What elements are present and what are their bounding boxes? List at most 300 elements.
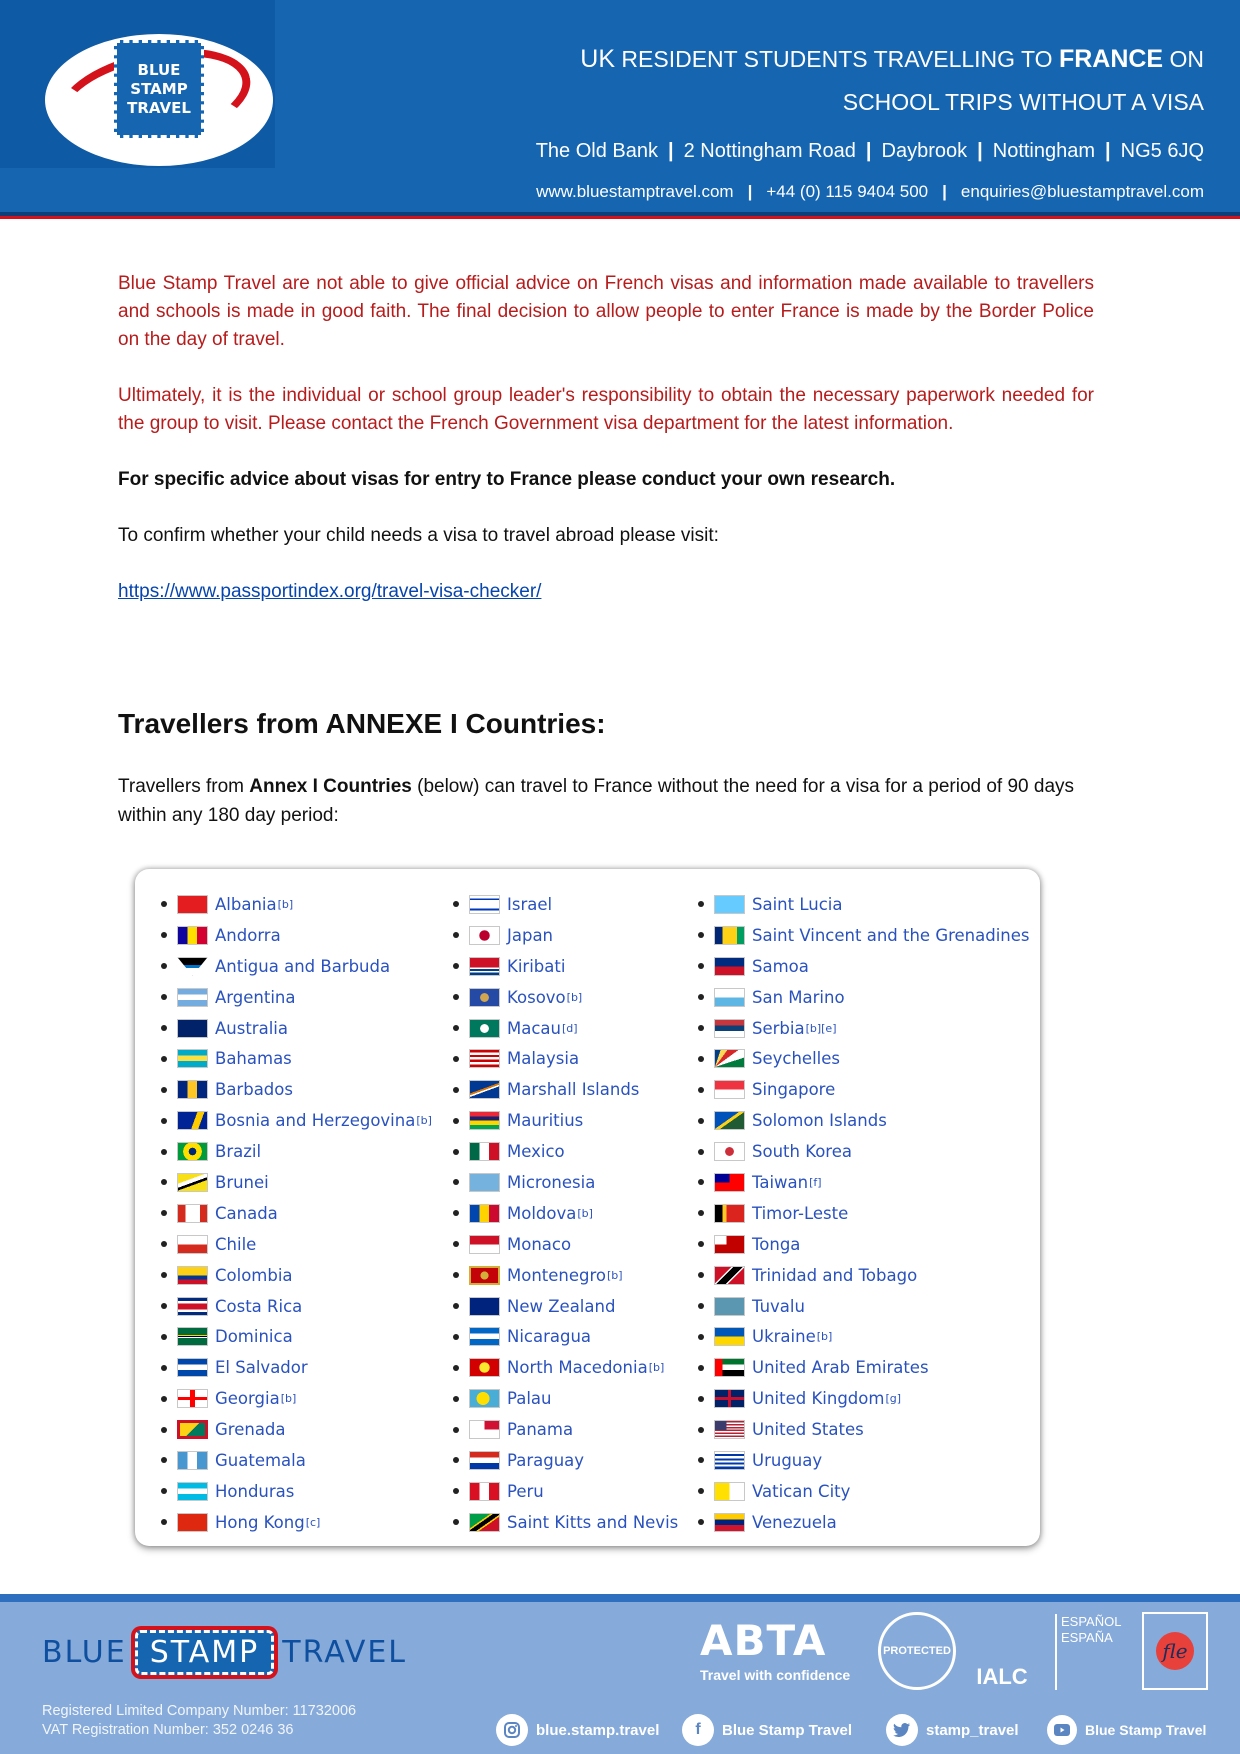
country-item xyxy=(161,1291,432,1322)
bullet-icon xyxy=(453,1241,459,1247)
country-item xyxy=(161,982,432,1013)
country-name-link[interactable]: Kosovo xyxy=(507,987,566,1007)
south-korea-flag-icon xyxy=(714,1142,745,1161)
country-name-link[interactable]: Solomon Islands xyxy=(752,1111,887,1131)
country-name-link[interactable]: Bahamas xyxy=(215,1049,292,1069)
country-name-link[interactable]: Uruguay xyxy=(752,1450,823,1470)
header-red-divider xyxy=(0,216,1240,219)
bullet-icon xyxy=(453,1303,459,1309)
brunei-flag-icon xyxy=(177,1173,208,1192)
country-name-link[interactable]: Serbia xyxy=(752,1018,805,1038)
kiribati-flag-icon xyxy=(469,957,500,976)
country-name-link[interactable]: United Kingdom xyxy=(752,1389,885,1409)
country-name-link[interactable]: Peru xyxy=(507,1481,544,1501)
country-item xyxy=(453,1167,678,1198)
brazil-flag-icon xyxy=(177,1142,208,1161)
country-name-link[interactable]: Grenada xyxy=(215,1420,286,1440)
country-item xyxy=(161,1383,432,1414)
costa-rica-flag-icon xyxy=(177,1297,208,1316)
georgia-flag-icon xyxy=(177,1389,208,1408)
uruguay-flag-icon xyxy=(714,1451,745,1470)
bullet-icon xyxy=(453,1149,459,1155)
mauritius-flag-icon xyxy=(469,1111,500,1130)
bullet-icon xyxy=(161,1519,167,1525)
country-item xyxy=(453,1321,678,1352)
address-line xyxy=(536,140,1204,163)
bullet-icon xyxy=(698,1396,704,1402)
bullet-icon xyxy=(453,1087,459,1093)
country-name-link[interactable]: Brunei xyxy=(215,1172,269,1192)
dominica-flag-icon xyxy=(177,1327,208,1346)
bullet-icon xyxy=(453,1365,459,1371)
bosnia-flag-icon xyxy=(177,1111,208,1130)
panama-flag-icon xyxy=(469,1420,500,1439)
intro-text-a: Travellers from xyxy=(118,776,250,797)
country-name-link[interactable]: Malaysia xyxy=(507,1049,580,1069)
country-name-link[interactable]: Singapore xyxy=(752,1080,836,1100)
country-item xyxy=(453,1507,678,1538)
country-item xyxy=(161,951,432,982)
country-name-link[interactable]: Bosnia and Herzegovina xyxy=(215,1111,416,1131)
country-item xyxy=(161,920,432,951)
country-item xyxy=(698,1074,1030,1105)
bullet-icon xyxy=(453,1272,459,1278)
country-name-link[interactable]: New Zealand xyxy=(507,1296,616,1316)
country-name-link[interactable]: Andorra xyxy=(215,925,281,945)
country-item xyxy=(698,1445,1030,1476)
footnote-link[interactable]: [g] xyxy=(885,1392,902,1406)
country-name-link[interactable]: Moldova xyxy=(507,1203,577,1223)
country-item xyxy=(453,1043,678,1074)
bullet-icon xyxy=(453,1457,459,1463)
logo-panel xyxy=(0,0,275,168)
email-link[interactable]: enquiries@bluestamptravel.com xyxy=(960,182,1204,201)
marshall-islands-flag-icon xyxy=(469,1080,500,1099)
facebook-link[interactable] xyxy=(682,1714,852,1746)
country-name-link[interactable]: Palau xyxy=(507,1389,552,1409)
footnote-link[interactable]: [b] xyxy=(277,897,294,911)
country-name-link[interactable]: Argentina xyxy=(215,987,296,1007)
logo-word-1: BLUE xyxy=(137,60,181,79)
bullet-icon xyxy=(453,1334,459,1340)
country-item xyxy=(698,1167,1030,1198)
country-name-link[interactable]: Samoa xyxy=(752,956,809,976)
bullet-icon xyxy=(698,1519,704,1525)
country-name-link[interactable]: Canada xyxy=(215,1203,278,1223)
country-item xyxy=(698,1260,1030,1291)
country-item xyxy=(453,1414,678,1445)
country-name-link[interactable]: Tuvalu xyxy=(752,1296,805,1316)
monaco-flag-icon xyxy=(469,1235,500,1254)
bullet-icon xyxy=(453,963,459,969)
bullet-icon xyxy=(161,1149,167,1155)
country-name-link[interactable]: Kiribati xyxy=(507,956,566,976)
country-name-link[interactable]: Barbados xyxy=(215,1080,293,1100)
country-item xyxy=(698,1229,1030,1260)
uk-flag-icon xyxy=(714,1389,745,1408)
atol-badge xyxy=(878,1612,956,1690)
youtube-icon xyxy=(1047,1715,1077,1745)
bullet-icon xyxy=(161,963,167,969)
taiwan-flag-icon xyxy=(714,1173,745,1192)
country-name-link[interactable]: Colombia xyxy=(215,1265,293,1285)
country-name-link[interactable]: Chile xyxy=(215,1234,257,1254)
bullet-icon xyxy=(698,932,704,938)
country-name-link[interactable]: Brazil xyxy=(215,1142,262,1162)
company-number: Registered Limited Company Number: 11732006 xyxy=(42,1703,357,1719)
andorra-flag-icon xyxy=(177,926,208,945)
country-item xyxy=(698,1136,1030,1167)
country-name-link[interactable]: Dominica xyxy=(215,1327,293,1347)
research-advice: For specific advice about visas for entry to France please conduct your own research. xyxy=(118,469,896,490)
annexe-intro xyxy=(118,772,1094,830)
new-zealand-flag-icon xyxy=(469,1297,500,1316)
country-name-link[interactable]: Nicaragua xyxy=(507,1327,592,1347)
uae-flag-icon xyxy=(714,1358,745,1377)
country-name-link[interactable]: Japan xyxy=(507,925,554,945)
address-building: The Old Bank xyxy=(535,140,658,162)
bullet-icon xyxy=(161,1056,167,1062)
country-name-link[interactable]: San Marino xyxy=(752,987,845,1007)
country-name-link[interactable]: Panama xyxy=(507,1420,574,1440)
footnote-link[interactable]: [b] xyxy=(577,1206,593,1220)
country-item xyxy=(453,1383,678,1414)
title-france: FRANCE xyxy=(1058,45,1164,73)
bullet-icon xyxy=(161,1241,167,1247)
country-name-link[interactable]: Israel xyxy=(507,894,553,914)
bullet-icon xyxy=(698,1365,704,1371)
country-item xyxy=(161,1414,432,1445)
logo-word-2: STAMP xyxy=(130,79,188,98)
country-item xyxy=(698,1013,1030,1044)
country-item xyxy=(453,1136,678,1167)
website-link[interactable]: www.bluestamptravel.com xyxy=(536,182,734,201)
separator: | xyxy=(1105,140,1111,162)
ialc-text: IALC xyxy=(976,1664,1028,1689)
country-item xyxy=(698,920,1030,951)
bullet-icon xyxy=(698,1149,704,1155)
footnote-link[interactable]: [c] xyxy=(305,1515,321,1529)
country-name-link[interactable]: Tonga xyxy=(752,1234,801,1254)
address-area: Daybrook xyxy=(881,140,968,162)
bullet-icon xyxy=(698,1334,704,1340)
contact-line xyxy=(536,182,1204,202)
country-item xyxy=(453,982,678,1013)
bullet-icon xyxy=(698,1179,704,1185)
youtube-channel: Blue Stamp Travel xyxy=(1085,1722,1207,1738)
footnote-link[interactable]: [b][e] xyxy=(805,1021,837,1035)
address-postcode: NG5 6JQ xyxy=(1120,140,1204,162)
footnote-link[interactable]: [b] xyxy=(280,1392,297,1406)
separator: | xyxy=(977,140,983,162)
canada-flag-icon xyxy=(177,1204,208,1223)
bullet-icon xyxy=(698,1303,704,1309)
country-column-3 xyxy=(698,889,1030,1538)
tuvalu-flag-icon xyxy=(714,1297,745,1316)
grenada-flag-icon xyxy=(177,1420,208,1439)
fle-logo: fle xyxy=(1156,1632,1194,1670)
espanol-espana-badge xyxy=(1055,1614,1129,1690)
seychelles-flag-icon xyxy=(714,1049,745,1068)
espanol-text: ESPAÑOL xyxy=(1061,1614,1122,1629)
country-item xyxy=(161,1476,432,1507)
country-name-link[interactable]: Vatican City xyxy=(752,1481,851,1501)
country-name-link[interactable]: United Arab Emirates xyxy=(752,1358,929,1378)
bullet-icon xyxy=(453,1056,459,1062)
country-name-link[interactable]: Taiwan xyxy=(752,1172,809,1192)
samoa-flag-icon xyxy=(714,957,745,976)
country-item xyxy=(698,1383,1030,1414)
country-item xyxy=(698,1105,1030,1136)
bullet-icon xyxy=(161,1272,167,1278)
footnote-link[interactable]: [b] xyxy=(416,1114,432,1128)
solomon-islands-flag-icon xyxy=(714,1111,745,1130)
bullet-icon xyxy=(698,994,704,1000)
el-salvador-flag-icon xyxy=(177,1358,208,1377)
nicaragua-flag-icon xyxy=(469,1327,500,1346)
separator: | xyxy=(667,140,674,162)
country-name-link[interactable]: Venezuela xyxy=(752,1512,837,1532)
country-name-link[interactable]: United States xyxy=(752,1420,864,1440)
page-header xyxy=(0,0,1240,212)
hong-kong-flag-icon xyxy=(177,1513,208,1532)
bullet-icon xyxy=(161,1303,167,1309)
bullet-icon xyxy=(698,901,704,907)
espana-text: ESPAÑA xyxy=(1061,1630,1113,1645)
footer-logo[interactable] xyxy=(42,1622,407,1682)
country-name-link[interactable]: Honduras xyxy=(215,1481,295,1501)
venezuela-flag-icon xyxy=(714,1513,745,1532)
country-name-link[interactable]: Monaco xyxy=(507,1234,572,1254)
footnote-link[interactable]: [d] xyxy=(562,1021,578,1035)
country-item xyxy=(161,1352,432,1383)
country-item xyxy=(453,1445,678,1476)
country-item xyxy=(453,1074,678,1105)
macau-flag-icon xyxy=(469,1019,500,1038)
japan-flag-icon xyxy=(469,926,500,945)
country-item xyxy=(453,1352,678,1383)
australia-flag-icon xyxy=(177,1019,208,1038)
country-item xyxy=(161,1105,432,1136)
bullet-icon xyxy=(161,901,167,907)
country-item xyxy=(161,1013,432,1044)
country-item xyxy=(453,1260,678,1291)
timor-leste-flag-icon xyxy=(714,1204,745,1223)
footer-logo-stamp: STAMP xyxy=(135,1630,275,1675)
country-name-link[interactable]: Montenegro xyxy=(507,1265,607,1285)
facebook-handle: Blue Stamp Travel xyxy=(722,1721,853,1739)
country-item xyxy=(698,889,1030,920)
bullet-icon xyxy=(453,1519,459,1525)
country-name-link[interactable]: Georgia xyxy=(215,1389,280,1409)
country-name-link[interactable]: Costa Rica xyxy=(215,1296,303,1316)
vat-number: VAT Registration Number: 352 0246 36 xyxy=(42,1722,294,1738)
san-marino-flag-icon xyxy=(714,988,745,1007)
country-item xyxy=(453,1013,678,1044)
country-name-link[interactable]: Mauritius xyxy=(507,1111,584,1131)
bullet-icon xyxy=(698,1241,704,1247)
bullet-icon xyxy=(161,1334,167,1340)
country-name-link[interactable]: Albania xyxy=(215,894,277,914)
chile-flag-icon xyxy=(177,1235,208,1254)
twitter-handle: stamp_travel xyxy=(926,1721,1019,1739)
instagram-link[interactable] xyxy=(496,1714,659,1746)
facebook-icon: f xyxy=(682,1714,714,1746)
country-item xyxy=(161,889,432,920)
bullet-icon xyxy=(453,1427,459,1433)
argentina-flag-icon xyxy=(177,988,208,1007)
bullet-icon xyxy=(698,963,704,969)
country-item xyxy=(453,1476,678,1507)
abta-logo: ABTA xyxy=(700,1616,827,1665)
bahamas-flag-icon xyxy=(177,1049,208,1068)
country-name-link[interactable]: Saint Lucia xyxy=(752,894,843,914)
serbia-flag-icon xyxy=(714,1019,745,1038)
disclaimer-paragraph-2: Ultimately, it is the individual or school group leader's responsibility to obtain the necessary paperwork needed for the group to visit. Please contact the French Government visa department for the latest information. xyxy=(118,385,1094,434)
registration-info xyxy=(42,1702,356,1740)
saint-vincent-flag-icon xyxy=(714,926,745,945)
colombia-flag-icon xyxy=(177,1266,208,1285)
title-line-1 xyxy=(504,38,1204,81)
micronesia-flag-icon xyxy=(469,1173,500,1192)
country-name-link[interactable]: Marshall Islands xyxy=(507,1080,640,1100)
title-mid: RESIDENT STUDENTS TRAVELLING TO xyxy=(615,46,1059,72)
bullet-icon xyxy=(698,1488,704,1494)
bullet-icon xyxy=(161,1025,167,1031)
phone-number[interactable]: +44 (0) 115 9404 500 xyxy=(766,182,929,201)
bullet-icon xyxy=(161,1087,167,1093)
country-name-link[interactable]: Ukraine xyxy=(752,1327,816,1347)
country-item xyxy=(453,1105,678,1136)
saint-kitts-flag-icon xyxy=(469,1513,500,1532)
israel-flag-icon xyxy=(469,895,500,914)
country-name-link[interactable]: Micronesia xyxy=(507,1172,596,1192)
country-item xyxy=(161,1167,432,1198)
country-item xyxy=(453,1229,678,1260)
logo-word-3: TRAVEL xyxy=(127,98,191,117)
bullet-icon xyxy=(161,994,167,1000)
twitter-icon xyxy=(886,1714,918,1746)
country-item xyxy=(453,920,678,951)
country-name-link[interactable]: Australia xyxy=(215,1018,288,1038)
intro-text-b: (below) can travel to France without the need for a visa for a period of 90 days within any 180 day period: xyxy=(118,776,1075,826)
visa-checker-link[interactable]: https://www.passportindex.org/travel-visa-checker/ xyxy=(118,581,542,602)
youtube-link[interactable] xyxy=(1047,1714,1206,1746)
country-column-2 xyxy=(453,889,678,1538)
country-item xyxy=(161,1321,432,1352)
montenegro-flag-icon xyxy=(469,1266,500,1285)
usa-flag-icon xyxy=(714,1420,745,1439)
country-name-link[interactable]: Hong Kong xyxy=(215,1512,305,1532)
page-footer xyxy=(0,1602,1240,1754)
bullet-icon xyxy=(161,932,167,938)
country-name-link[interactable]: South Korea xyxy=(752,1142,852,1162)
country-name-link[interactable]: Seychelles xyxy=(752,1049,840,1069)
blue-stamp-travel-logo[interactable] xyxy=(114,40,204,138)
country-name-link[interactable]: Saint Vincent and the Grenadines xyxy=(752,925,1030,945)
accreditation-badges xyxy=(700,1608,1220,1700)
bullet-icon xyxy=(161,1396,167,1402)
bullet-icon xyxy=(453,1118,459,1124)
country-item xyxy=(453,1198,678,1229)
peru-flag-icon xyxy=(469,1482,500,1501)
footnote-link[interactable]: [b] xyxy=(566,990,583,1004)
paraguay-flag-icon xyxy=(469,1451,500,1470)
document-title xyxy=(504,38,1204,124)
bullet-icon xyxy=(161,1488,167,1494)
bullet-icon xyxy=(161,1457,167,1463)
country-name-link[interactable]: Trinidad and Tobago xyxy=(752,1265,918,1285)
country-item xyxy=(161,1507,432,1538)
barbados-flag-icon xyxy=(177,1080,208,1099)
bullet-icon xyxy=(698,1087,704,1093)
country-item xyxy=(698,1043,1030,1074)
fle-badge xyxy=(1142,1612,1208,1690)
country-item xyxy=(161,1445,432,1476)
country-item xyxy=(698,1198,1030,1229)
bullet-icon xyxy=(698,1457,704,1463)
country-name-link[interactable]: Paraguay xyxy=(507,1450,585,1470)
bullet-icon xyxy=(453,932,459,938)
country-name-link[interactable]: El Salvador xyxy=(215,1358,308,1378)
footnote-link[interactable]: [f] xyxy=(809,1175,822,1189)
ukraine-flag-icon xyxy=(714,1327,745,1346)
twitter-link[interactable] xyxy=(886,1714,1019,1746)
ialc-badge xyxy=(968,1612,1036,1690)
north-macedonia-flag-icon xyxy=(469,1358,500,1377)
moldova-flag-icon xyxy=(469,1204,500,1223)
trinidad-flag-icon xyxy=(714,1266,745,1285)
title-on: ON xyxy=(1163,46,1204,72)
confirm-visa-text: To confirm whether your child needs a visa to travel abroad please visit: xyxy=(118,525,719,546)
country-column-1 xyxy=(161,889,432,1538)
country-item xyxy=(698,1291,1030,1322)
disclaimer-paragraph-1: Blue Stamp Travel are not able to give official advice on French visas and information made available to travellers and schools is made in good faith. The final decision to allow people to enter France is made by the Border Police on the day of travel. xyxy=(118,273,1094,350)
address-city: Nottingham xyxy=(992,140,1096,162)
footer-logo-blue: BLUE xyxy=(42,1634,127,1670)
country-item xyxy=(161,1260,432,1291)
country-item xyxy=(698,1321,1030,1352)
country-item xyxy=(698,1476,1030,1507)
palau-flag-icon xyxy=(469,1389,500,1408)
country-name-link[interactable]: Antigua and Barbuda xyxy=(215,956,391,976)
bullet-icon xyxy=(698,1210,704,1216)
country-name-link[interactable]: Guatemala xyxy=(215,1450,306,1470)
country-item xyxy=(161,1074,432,1105)
footnote-link[interactable]: [b] xyxy=(607,1268,623,1282)
bullet-icon xyxy=(698,1272,704,1278)
singapore-flag-icon xyxy=(714,1080,745,1099)
malaysia-flag-icon xyxy=(469,1049,500,1068)
country-name-link[interactable]: Saint Kitts and Nevis xyxy=(507,1512,679,1532)
separator: | xyxy=(865,140,872,162)
country-name-link[interactable]: Macau xyxy=(507,1018,561,1038)
country-item xyxy=(161,1229,432,1260)
country-name-link[interactable]: Mexico xyxy=(507,1142,565,1162)
country-item xyxy=(161,1198,432,1229)
mexico-flag-icon xyxy=(469,1142,500,1161)
separator: | xyxy=(942,182,947,201)
kosovo-flag-icon xyxy=(469,988,500,1007)
country-name-link[interactable]: Timor-Leste xyxy=(752,1203,849,1223)
footnote-link[interactable]: [b] xyxy=(816,1330,833,1344)
footnote-link[interactable]: [b] xyxy=(648,1361,665,1375)
country-item xyxy=(698,951,1030,982)
country-item xyxy=(161,1136,432,1167)
bullet-icon xyxy=(453,1210,459,1216)
country-name-link[interactable]: North Macedonia xyxy=(507,1358,648,1378)
bullet-icon xyxy=(698,1025,704,1031)
